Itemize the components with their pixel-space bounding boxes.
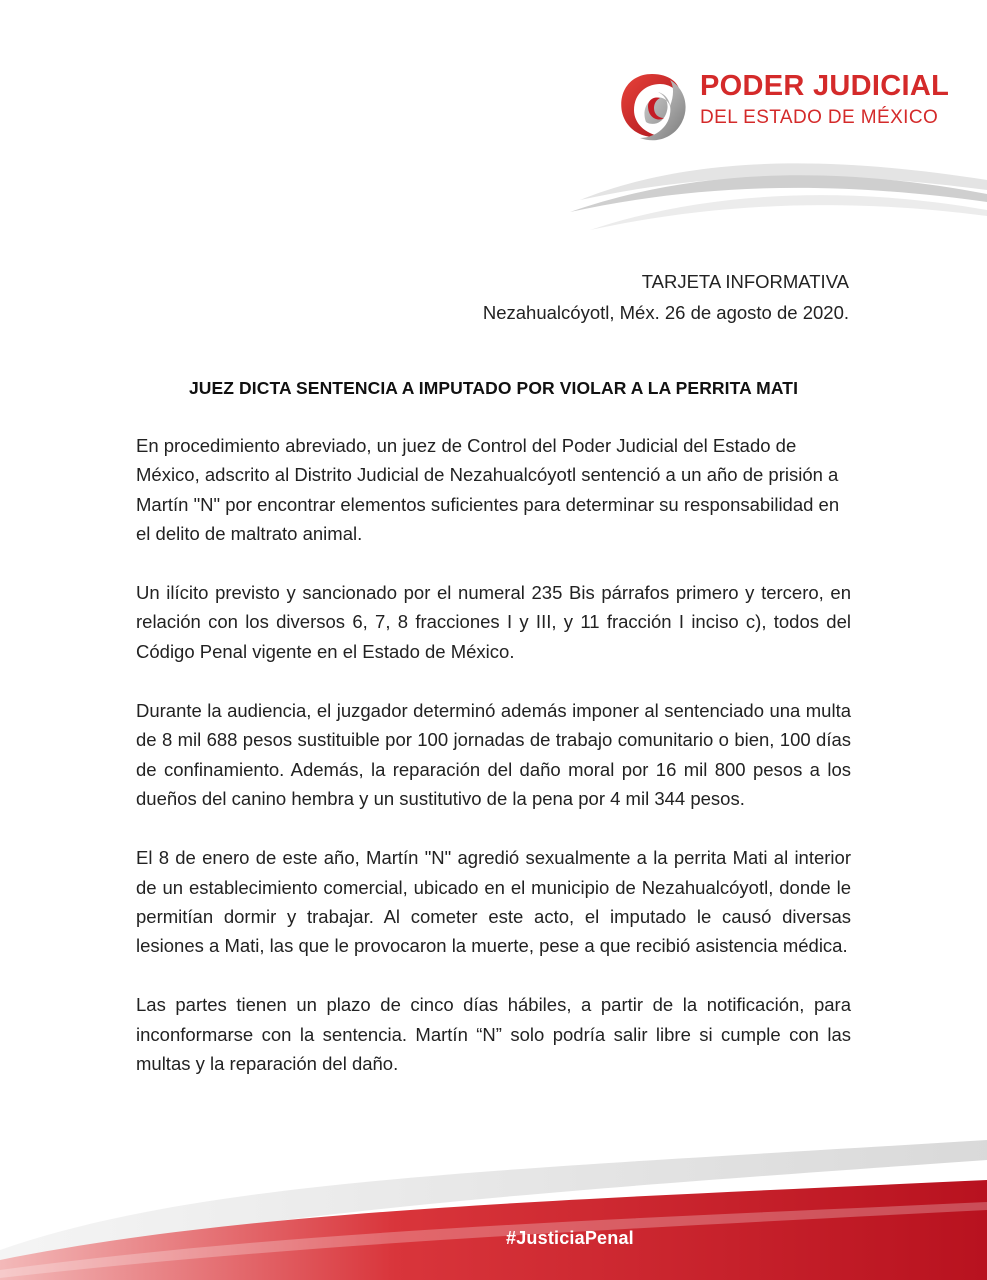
logo-title: PODER JUDICIAL bbox=[700, 70, 950, 102]
spiral-logo-icon bbox=[612, 66, 692, 146]
paragraph: Durante la audiencia, el juzgador determinó además imponer al sentenciado una multa de 8 mil 688 pesos sustituible por 100 jornadas de trabajo comunitario o bien, 100 días de confinamiento. Además, la reparación del daño moral por 16 mil 800 pesos a los dueños del canino hembra y un sustitutivo de la pena por 4 mil 344 pesos. bbox=[136, 700, 851, 809]
paragraph: Las partes tienen un plazo de cinco días hábiles, a partir de la notificación, para inconformarse con la sentencia. Martín “N” solo podría salir libre si cumple con las multas y la reparación del daño. bbox=[136, 994, 851, 1075]
footer-hashtag: #JusticiaPenal bbox=[506, 1228, 634, 1248]
paragraph: El 8 de enero de este año, Martín "N" agredió sexualmente a la perrita Mati al interior de un establecimiento comercial, ubicado en el municipio de Nezahualcóyotl, donde le permitían dormir y trabajar. Al cometer este acto, el imputado le causó diversas lesiones a Mati, las que le provocaron la muerte, pese a que recibió asistencia médica. bbox=[136, 847, 851, 957]
place-date: Nezahualcóyotl, Méx. 26 de agosto de 2020. bbox=[482, 302, 849, 323]
press-title: JUEZ DICTA SENTENCIA A IMPUTADO POR VIOLAR A LA PERRITA MATI bbox=[188, 378, 799, 398]
institution-logo bbox=[612, 66, 952, 146]
footer-wave bbox=[0, 1140, 987, 1280]
document-type: TARJETA INFORMATIVA bbox=[641, 271, 849, 292]
paragraph: En procedimiento abreviado, un juez de Control del Poder Judicial del Estado de México, adscrito al Distrito Judicial de Nezahualcóyotl sentenció a un año de prisión a Martín "N" por encontrar elementos suficientes para determinar su responsabilidad en el delito de maltrato animal. bbox=[136, 435, 840, 544]
press-body bbox=[136, 431, 851, 1108]
logo-subtitle: DEL ESTADO DE MÉXICO bbox=[700, 107, 939, 128]
document-meta bbox=[483, 266, 849, 328]
paragraph: Un ilícito previsto y sancionado por el numeral 235 Bis párrafos primero y tercero, en relación con los diversos 6, 7, 8 fracciones I y III, y 11 fracción I inciso c), todos del Código Penal vigente en el Estado de México. bbox=[136, 582, 851, 662]
decorative-swoosh bbox=[560, 150, 987, 250]
